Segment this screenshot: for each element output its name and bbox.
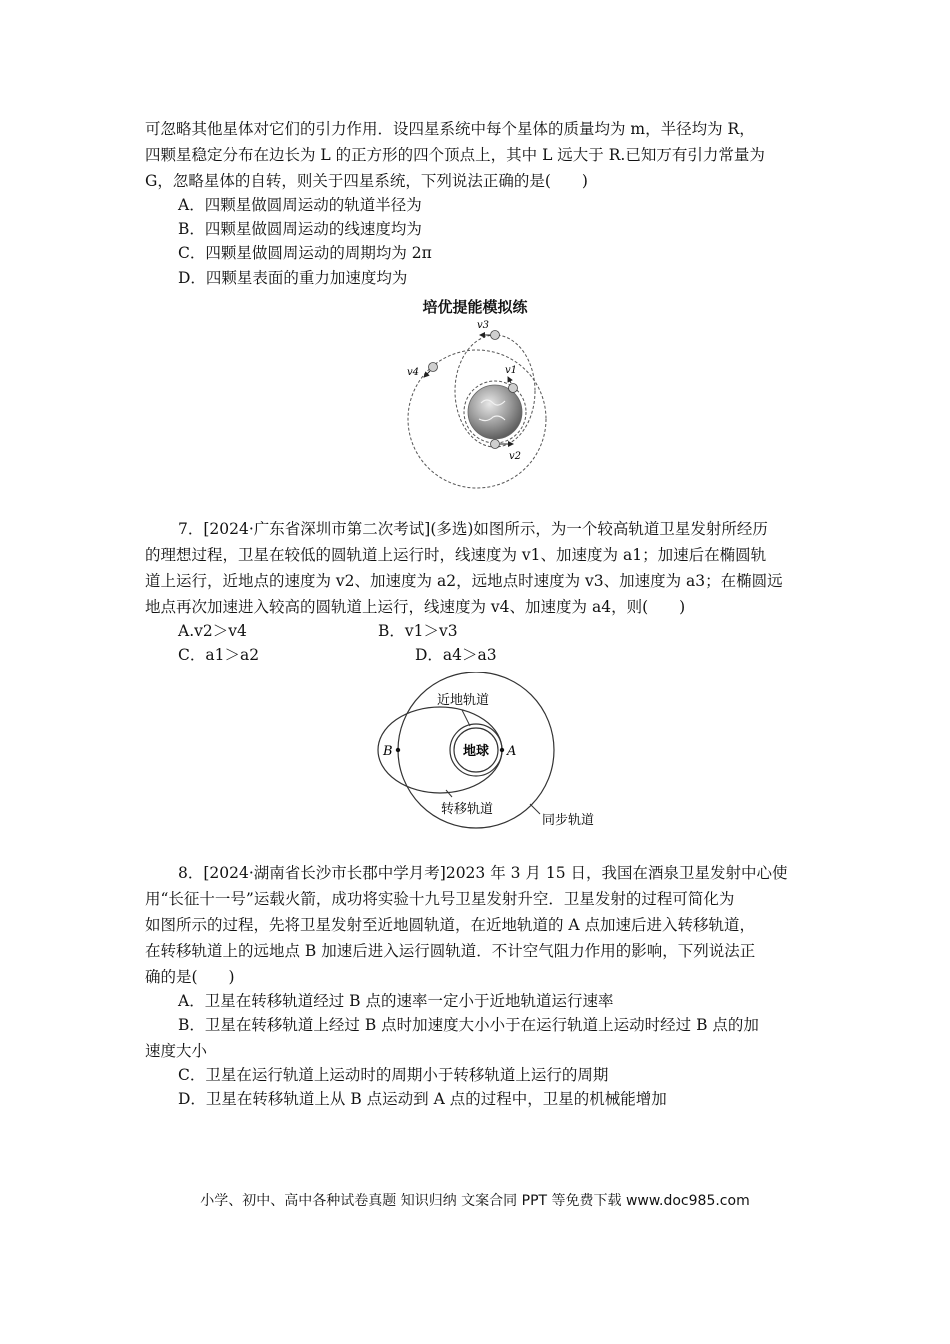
q8-line-2: 用“长征十一号”运载火箭，成功将实验十九号卫星发射升空．卫星发射的过程可简化为 [145,890,735,908]
section-heading: 培优提能模拟练 [422,298,528,316]
q7-line-4: 地点再次加速进入较高的圆轨道上运行，线速度为 v4、加速度为 a4，则( ) [145,598,686,616]
earth-globe [468,385,522,439]
label-near-orbit: 近地轨道 [437,693,490,708]
q8-option-b-line-1: B．卫星在转移轨道上经过 B 点时加速度大小小于在运行轨道上运动时经过 B 点的加 [178,1016,759,1034]
q8-line-4: 在转移轨道上的远地点 B 加速后进入运行圆轨道．不计空气阻力作用的影响，下列说法正 [145,942,756,960]
q6-line-3: G，忽略星体的自转，则关于四星系统，下列说法正确的是( ) [145,172,588,190]
q7-option-b: B．v1＞v3 [378,622,458,640]
q8-option-a: A．卫星在转移轨道经过 B 点的速率一定小于近地轨道运行速率 [178,992,614,1010]
satellite-v1 [509,384,518,393]
point-b-dot [396,748,400,752]
q6-option-c: C．四颗星做圆周运动的周期均为 2π [178,244,432,262]
q6-option-d: D．四颗星表面的重力加速度均为 [178,269,408,287]
label-transfer-orbit: 转移轨道 [441,802,494,817]
label-v3: v3 [477,320,490,331]
q7-line-1: 7．[2024·广东省深圳市第二次考试](多选)如图所示，为一个较高轨道卫星发射所经历 [178,520,768,538]
q6-option-a: A．四颗星做圆周运动的轨道半径为 [178,196,422,214]
point-a-dot [500,748,504,752]
q6-option-b: B．四颗星做圆周运动的线速度均为 [178,220,422,238]
satellite-v4 [429,363,438,372]
satellite-v2 [491,440,500,449]
orbit-figure-2 [370,672,620,837]
label-v2: v2 [509,451,522,462]
q8-option-c: C．卫星在运行轨道上运动时的周期小于转移轨道上运行的周期 [178,1066,609,1084]
q8-option-b-line-2: 速度大小 [145,1042,208,1060]
q7-option-a: A.v2＞v4 [178,622,247,640]
q7-line-3: 道上运行，近地点的速度为 v2、加速度为 a2，远地点时速度为 v3、加速度为 a3；在椭圆远 [145,572,783,590]
q7-option-c: C．a1＞a2 [178,646,260,664]
q6-line-1: 可忽略其他星体对它们的引力作用．设四星系统中每个星体的质量均为 m，半径均为 R， [145,120,755,138]
leader-transfer-orbit [446,790,452,797]
label-earth: 地球 [462,744,490,759]
q6-line-2: 四颗星稳定分布在边长为 L 的正方形的四个顶点上，其中 L 远大于 R.已知万有引力常量为 [145,146,765,164]
leader-sync-orbit [530,804,540,814]
label-point-a: A [507,744,517,759]
q8-line-3: 如图所示的过程，先将卫星发射至近地圆轨道，在近地轨道的 A 点加速后进入转移轨道， [145,916,756,934]
q7-line-2: 的理想过程，卫星在较低的圆轨道上运行时，线速度为 v1、加速度为 a1；加速后在椭圆轨 [145,546,767,564]
label-sync-orbit: 同步轨道 [542,813,595,828]
orbit-figure-1 [395,315,555,495]
label-v4: v4 [407,367,420,378]
q8-line-5: 确的是( ) [145,968,235,986]
page-footer: 小学、初中、高中各种试卷真题 知识归纳 文案合同 PPT 等免费下载 www.doc985.com [200,1193,750,1209]
satellite-v3 [491,331,500,340]
q7-option-d: D．a4＞a3 [415,646,497,664]
q8-line-1: 8．[2024·湖南省长沙市长郡中学月考]2023 年 3 月 15 日，我国在酒泉卫星发射中心使 [178,864,788,882]
q8-option-d: D．卫星在转移轨道上从 B 点运动到 A 点的过程中，卫星的机械能增加 [178,1090,667,1108]
label-point-b: B [383,744,393,759]
label-v1: v1 [505,365,518,376]
